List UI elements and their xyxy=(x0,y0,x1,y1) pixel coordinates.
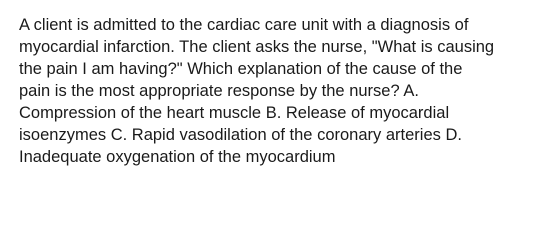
question-line: myocardial infarction. The client asks the nurse, "What is causing xyxy=(19,38,495,56)
question-text xyxy=(19,14,544,168)
question-line: A client is admitted to the cardiac care unit with a diagnosis of xyxy=(19,16,469,34)
question-line: the pain I am having?" Which explanation of the cause of the xyxy=(19,60,463,78)
question-line: Inadequate oxygenation of the myocardium xyxy=(19,148,336,166)
question-line: Compression of the heart muscle B. Release of myocardial xyxy=(19,104,450,122)
question-line: isoenzymes C. Rapid vasodilation of the coronary arteries D. xyxy=(19,126,462,144)
question-line: pain is the most appropriate response by the nurse? A. xyxy=(19,82,419,100)
